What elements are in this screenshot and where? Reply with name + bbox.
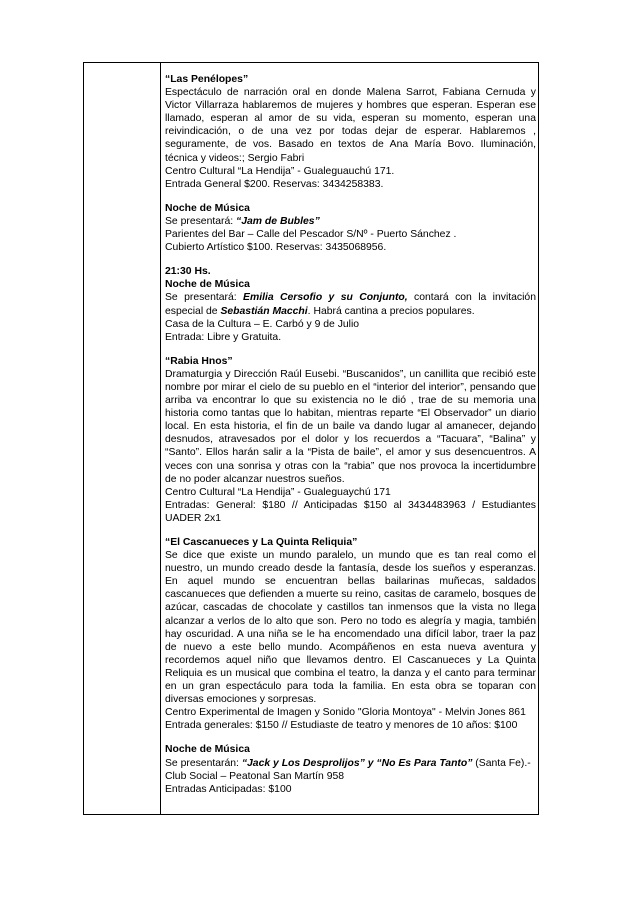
presenter-prefix: Se presentará: xyxy=(165,215,237,227)
event-description: Se dice que existe un mundo paralelo, un mundo que es tan real como el nuestro, un mundo creado desde la fantasía, desde los sueños y esperanzas. En aquel mundo se encuentran bellas bailarinas muñecas, saldados cascanueces que defienden a muerte su reino, casitas de caramelo, bosques de azúcar, cascadas de chocolate y castillos tan inmensos que la vista no llega alcanzar a verlos de lo alto que son. Pero no todo es alegría y magia, también hay oscuridad. A una niña se le ha encomendado una difícil labor, traer la paz de nuevo a este bello mundo. Acompáñenos en esta nueva aventura y recordemos aquel niño que llevamos dentro. El Cascanueces y La Quinta Reliquia es un musical que combina el teatro, la danza y el canto para terminar en un gran espectáculo para toda la familia. En esta obra se toparan con diversas emociones y sorpresas. xyxy=(165,550,536,706)
presenter-name: Emilia Cersofio y su Conjunto, xyxy=(243,292,408,304)
event-presenter xyxy=(165,291,536,317)
event-venue: Casa de la Cultura – E. Carbó y 9 de Julio xyxy=(165,318,360,330)
event-presenter xyxy=(165,757,536,770)
event-description: Espectáculo de narración oral en donde Malena Sarrot, Fabiana Cernuda y Victor Villarraza hablaremos de mujeres y hombres que esperan. Esperan ese llamado, esperan al amor de su vida, esperan su momento, esperan una reivindicación, o de una vez por todas dejar de esperar. Hablaremos , seguramente, de vos. Basado en textos de Ana María Bovo. Iluminación, técnica y videos:; Sergio Fabri xyxy=(165,87,536,164)
event-heading: Noche de Música xyxy=(165,202,250,214)
event-presenter xyxy=(165,215,536,228)
event-venue: Club Social – Peatonal San Martín 958 xyxy=(165,770,345,782)
presenter-mid: contará con la invitación especial de xyxy=(165,292,536,317)
event-jack-y-los-desprolijos xyxy=(165,743,536,795)
event-venue: Centro Experimental de Imagen y Sonido "Gloria Montoya" - Melvin Jones 861 xyxy=(165,707,526,719)
left-column xyxy=(84,63,161,814)
event-entry: Cubierto Artístico $100. Reservas: 3435068956. xyxy=(165,242,387,254)
events-cell xyxy=(165,73,536,807)
event-entry: Entradas Anticipadas: $100 xyxy=(165,783,292,795)
event-jam-de-bubles xyxy=(165,202,536,254)
event-entry: Entrada General $200. Reservas: 3434258383. xyxy=(165,178,384,190)
event-title: “Rabia Hnos” xyxy=(165,355,233,367)
event-las-penelopes xyxy=(165,73,536,191)
event-time: 21:30 Hs. xyxy=(165,266,211,278)
presenter-name: “Jam de Bubles” xyxy=(236,215,320,227)
presenter-guest: Sebastián Macchi xyxy=(220,305,308,317)
event-description: Dramaturgia y Dirección Raúl Eusebi. “Buscanidos”, un canillita que recibió este nombre por mirar el cielo de su pueblo en el “interior del interior”, pensando que arriba va encontrar lo que su existencia no le dió , trae de su memoria una historia como tantas que lo habitan, mientras reparte “El Observador” un diario local. En esta historia, el fin de un baile va dando lugar al amanecer, dejando desnudos, atravesados por el dolor y los recuerdos a “Tacuara”, “Balina” y “Santo”. Ellos harán salir a la “Pista de baile”, el amor y sus desencuentros. A veces con una sonrisa y otras con la “rabia” que nos provoca la incertidumbre de no poder alcanzar nuestros sueños. xyxy=(165,368,536,485)
event-title: “Las Penélopes” xyxy=(165,74,249,85)
event-venue: Centro Cultural “La Hendija” - Gualeguaychú 171 xyxy=(165,486,391,498)
event-entry: Entradas: General: $180 // Anticipadas $150 al 3434483963 / Estudiantes UADER 2x1 xyxy=(165,499,536,524)
event-venue: Centro Cultural “La Hendija” - Gualeguauchú 171. xyxy=(165,165,395,177)
presenter-prefix: Se presentará: xyxy=(165,292,244,304)
presenter-suffix: (Santa Fe).- xyxy=(472,757,531,769)
presenter-name: “Jack y Los Desprolijos” y “No Es Para Tanto” xyxy=(241,757,473,769)
presenter-suffix: . Habrá cantina a precios populares. xyxy=(307,305,475,317)
event-rabia-hnos xyxy=(165,355,536,525)
event-heading: Noche de Música xyxy=(165,744,250,756)
event-entry: Entrada: Libre y Gratuita. xyxy=(165,331,282,343)
events-table xyxy=(83,62,539,815)
event-title: “El Cascanueces y La Quinta Reliquia” xyxy=(165,537,358,548)
event-cascanueces xyxy=(165,536,536,732)
event-entry: Entrada generales: $150 // Estudiaste de teatro y menores de 10 años: $100 xyxy=(165,720,518,732)
event-emilia-cersofio xyxy=(165,265,536,344)
event-heading: Noche de Música xyxy=(165,279,250,291)
event-venue: Parientes del Bar – Calle del Pescador S/Nº - Puerto Sánchez . xyxy=(165,229,457,241)
presenter-prefix: Se presentarán: xyxy=(165,757,242,769)
